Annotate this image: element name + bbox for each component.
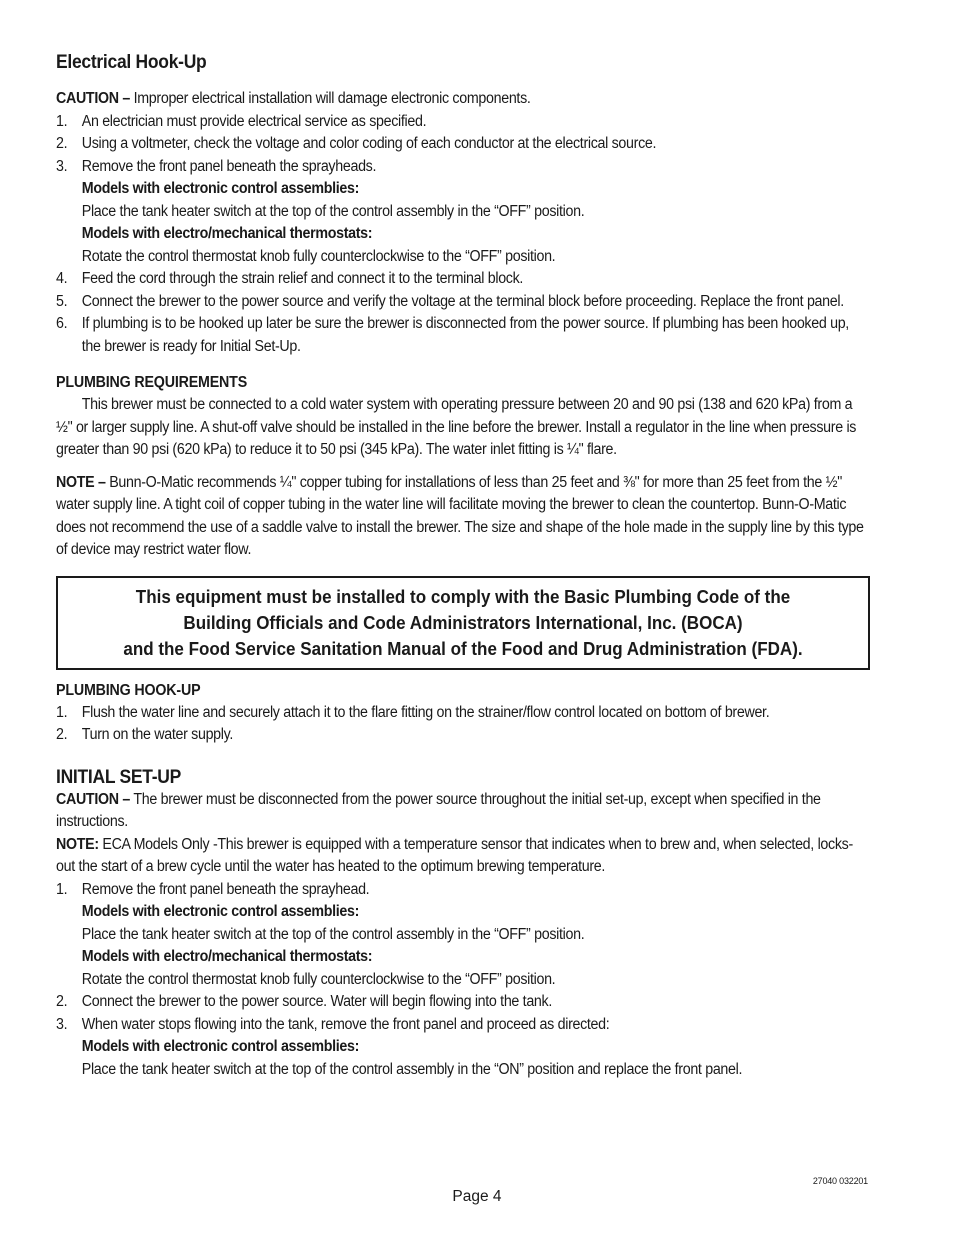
setup-step1-substeps: Models with electronic control assemblies: Place the tank heater switch at the top of the control assembly in the “OFF” position. Models with electro/mechanical thermostats: Rotate the control thermostat knob fully counterclockwise to the “OFF” position.	[81, 903, 585, 988]
step3-substeps: Models with electronic control assemblies: Place the tank heater switch at the top of the control assembly in the “OFF” position. Models with electro/mechanical thermostats: Rotate the control thermostat knob fully counterclockwise to the “OFF” position.	[81, 180, 585, 265]
list-item: 1. Flush the water line and securely attach it to the flare fitting on the strainer/flow control located on bottom of brewer.	[56, 703, 770, 721]
electrical-caution: CAUTION – Improper electrical installation will damage electronic components.	[56, 90, 531, 107]
page-number: Page 4	[452, 1188, 502, 1205]
plumbing-requirements-text: This brewer must be connected to a cold water system with operating pressure between 20 and 90 psi (138 and 620 kPa) from a ½" or larger supply line. A shut-off valve should be installed in the line before the brewer. Install a regulator in the line when pressure is greater than 90 psi (620 kPa) to reduce it to 50 psi (345 kPa). The water inlet fitting is ¼" flare.	[56, 396, 857, 458]
initial-setup-heading: INITIAL SET-UP	[56, 766, 181, 788]
document-page	[56, 52, 870, 1081]
plumbing-requirements-heading: PLUMBING REQUIREMENTS	[56, 374, 248, 391]
plumbing-hookup-heading: PLUMBING HOOK-UP	[56, 681, 201, 699]
electrical-heading: Electrical Hook-Up	[56, 52, 207, 73]
initial-setup-section	[56, 789, 870, 1082]
setup-note: NOTE: ECA Models Only -This brewer is equipped with a temperature sensor that indicates when to brew and, when selected, locks-out the start of a brew cycle until the water has heated to the optimum brewing temperature.	[56, 835, 853, 875]
plumbing-hookup-section	[56, 702, 870, 747]
list-item: 2. Connect the brewer to the power source. Water will begin flowing into the tank.	[56, 993, 552, 1010]
electrical-steps	[56, 111, 870, 359]
electrical-section	[56, 88, 870, 358]
code-compliance-notice: This equipment must be installed to comply with the Basic Plumbing Code of the Building Officials and Code Administrators International, Inc. (BOCA) and the Food Service Sanitation Manual of the Food and Drug Administration (FDA).	[56, 576, 870, 670]
list-item: 4. Feed the cord through the strain relief and connect it to the terminal block.	[56, 270, 524, 287]
document-code: 27040 032201	[812, 1176, 868, 1186]
list-item: 3. When water stops flowing into the tank, remove the front panel and proceed as directed:	[56, 1015, 610, 1033]
list-item: 2. Using a voltmeter, check the voltage and color coding of each conductor at the electrical source.	[56, 135, 657, 152]
list-item: 1. An electrician must provide electrical service as specified.	[56, 112, 427, 130]
list-item: 1. Remove the front panel beneath the sprayhead.	[56, 880, 370, 898]
setup-step3-substeps: Models with electronic control assemblies: Place the tank heater switch at the top of the control assembly in the “ON” position and replace the front panel.	[81, 1038, 743, 1078]
list-item: 6. If plumbing is to be hooked up later be sure the brewer is disconnected from the power source. If plumbing has been hooked up, the brewer is ready for Initial Set-Up.	[56, 315, 849, 355]
list-item: 5. Connect the brewer to the power source and verify the voltage at the terminal block before proceeding. Replace the front panel.	[56, 292, 844, 310]
plumbing-requirements-section	[56, 394, 870, 562]
plumbing-note: NOTE – Bunn-O-Matic recommends ¼" copper tubing for installations of less than 25 feet and ⅜" for more than 25 feet from the ½" water supply line. A tight coil of copper tubing in the water line will facilitate moving the brewer to clean the countertop. Bunn-O-Matic does not recommend the use of a saddle valve to install the brewer. The size and shape of the hole made in the supply line by this type of device may restrict water flow.	[56, 473, 864, 558]
list-item: 2. Turn on the water supply.	[56, 726, 234, 743]
setup-caution: CAUTION – The brewer must be disconnected from the power source throughout the initial set-up, except when specified in the instructions.	[56, 790, 821, 830]
list-item: 3. Remove the front panel beneath the sprayheads.	[56, 157, 377, 175]
